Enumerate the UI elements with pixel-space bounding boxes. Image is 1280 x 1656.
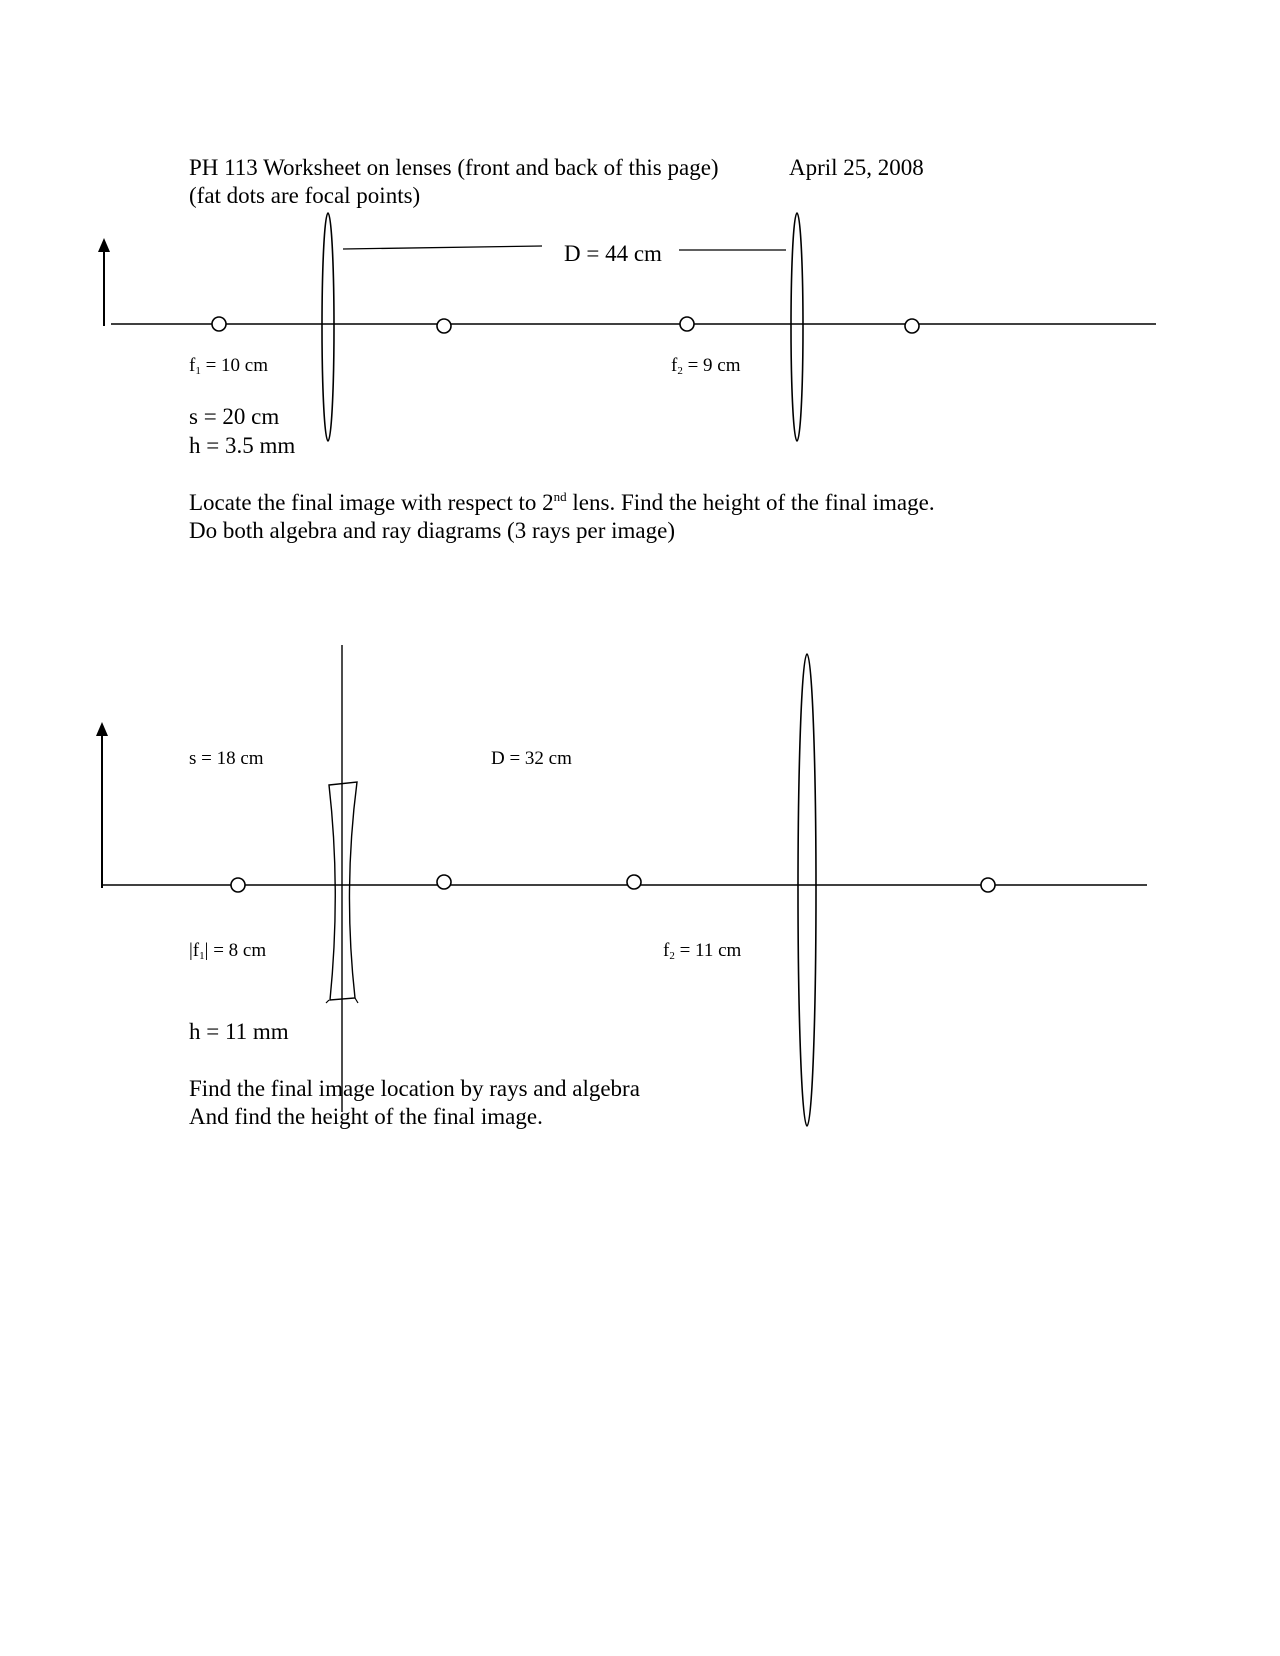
instruction-1-part-a: Locate the final image with respect to 2 (189, 490, 554, 515)
f2-value-2: = 11 cm (674, 940, 742, 961)
instruction-1-line-2: Do both algebra and ray diagrams (3 rays per image) (189, 518, 676, 543)
instruction-2-line-2: And find the height of the final image. (189, 1104, 543, 1129)
f2-label-2 (663, 941, 741, 962)
f2-label (671, 356, 741, 377)
object-height-label-1: h = 3.5 mm (189, 433, 296, 458)
converging-lens-1 (322, 213, 334, 441)
f2-value: = 9 cm (682, 355, 741, 376)
f1-abs-label (189, 941, 266, 962)
focal-point (627, 875, 641, 889)
instruction-1-part-b: lens. Find the height of the final image. (566, 490, 935, 515)
focal-point (437, 875, 451, 889)
object-arrowhead-2 (96, 722, 108, 736)
f1-value: = 10 cm (200, 355, 269, 376)
object-distance-label-2: s = 18 cm (189, 748, 264, 769)
distance-line-left-1 (343, 246, 542, 249)
focal-point (981, 878, 995, 892)
converging-lens-3 (798, 654, 816, 1126)
object-arrowhead-1 (98, 238, 110, 252)
object-height-label-2: h = 11 mm (189, 1019, 289, 1044)
focal-point (437, 319, 451, 333)
focal-point (231, 878, 245, 892)
instruction-2-line-1: Find the final image location by rays and algebra (189, 1076, 640, 1101)
f1-label (189, 356, 268, 377)
focal-point (905, 319, 919, 333)
distance-label-2: D = 32 cm (491, 748, 572, 769)
diagram-2 (96, 645, 1147, 1129)
lens-tick (355, 998, 358, 1003)
focal-points-note: (fat dots are focal points) (189, 183, 421, 208)
object-distance-label-1: s = 20 cm (189, 404, 280, 429)
instruction-1-line-1 (189, 490, 935, 514)
converging-lens-2 (791, 213, 803, 441)
focal-point (212, 317, 226, 331)
worksheet-title-text: PH 113 Worksheet on lenses (front and back of this page) (189, 155, 719, 180)
diverging-lens (329, 782, 357, 1000)
f1-abs-prefix: |f (189, 940, 200, 961)
focal-point (680, 317, 694, 331)
f2-prefix-2: f (663, 940, 670, 961)
f1-subscript: 1 (195, 365, 201, 377)
f2-subscript: 2 (677, 365, 683, 377)
worksheet-date: April 25, 2008 (789, 155, 924, 180)
lens-tick (326, 1000, 329, 1003)
f1-abs-subscript: 1 (199, 950, 205, 962)
f2-subscript-2: 2 (669, 950, 675, 962)
f1-prefix: f (189, 355, 196, 376)
distance-label-1: D = 44 cm (564, 242, 668, 265)
f2-prefix: f (671, 355, 678, 376)
f1-abs-value: | = 8 cm (204, 940, 267, 961)
instruction-1-superscript: nd (553, 489, 567, 504)
